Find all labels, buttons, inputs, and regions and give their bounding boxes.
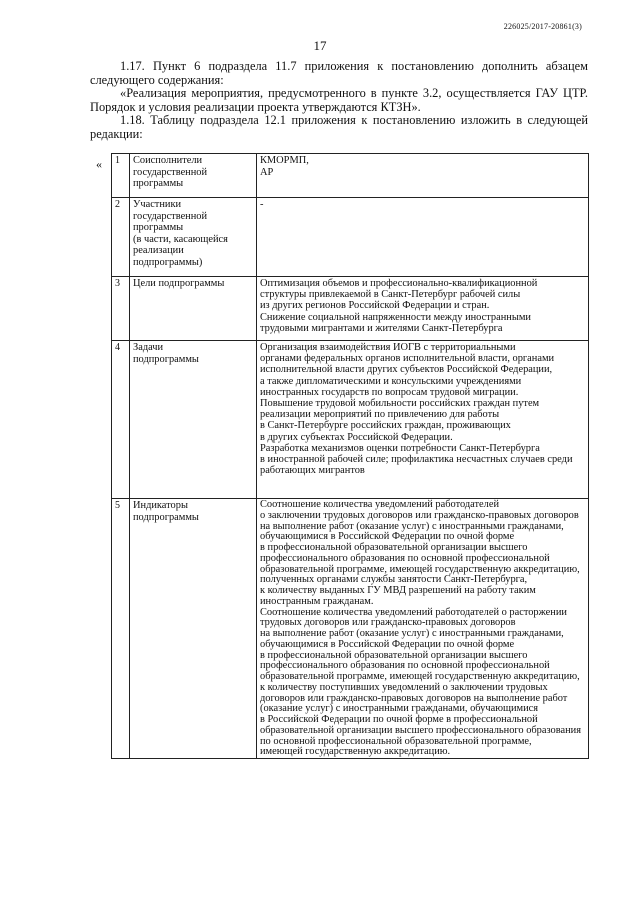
intro-text bbox=[90, 60, 588, 142]
row-number: 2 bbox=[112, 198, 130, 277]
paragraph-quote: «Реализация мероприятия, предусмотренного в пункте 3.2, осуществляется ГАУ ЦТР. Порядок и условия реализации проекта утверждаются КТЗН». bbox=[90, 86, 588, 114]
table-row bbox=[112, 341, 589, 499]
row-value: Организация взаимодействия ИОГВ с территориальными органами федеральных органов исполнительной власти, органами исполнительной власти других субъектов Российской Федерации, а также дипломатическими и консульскими учреждениями иностранных государств по вопросам трудовой миграции. Повышение трудовой мобильности российских граждан путем реализации мероприятий по привлечению для работы в Санкт-Петербурге российских граждан, проживающих в других субъектах Российской Федерации. Разработка механизмов оценки потребности Санкт-Петербурга в иностранной рабочей силе; профилактика несчастных случаев среди работающих мигрантов bbox=[257, 341, 589, 499]
table-row bbox=[112, 499, 589, 759]
row-label: Задачи подпрограммы bbox=[130, 341, 257, 499]
row-number: 5 bbox=[112, 499, 130, 759]
row-value-cell bbox=[257, 499, 589, 759]
row-value: - bbox=[257, 198, 589, 277]
paragraph-1-17: 1.17. Пункт 6 подраздела 11.7 приложения к постановлению дополнить абзацем следующего содержания: bbox=[90, 59, 588, 87]
row-number: 1 bbox=[112, 154, 130, 198]
table-row bbox=[112, 154, 589, 198]
document-registration-code: 226025/2017-20861(3) bbox=[503, 22, 582, 31]
row-value: Соотношение количества уведомлений работодателей о заключении трудовых договоров или гражданско-правовых договоров на выполнение работ (оказание услуг) с иностранными гражданами, обучающимися в Российской Федерации по очной форме в профессиональной образовательной организации высшего профессионального образования по основной профессиональной образовательной программе, имеющей государственную аккредитацию, полученных органами службы занятости Санкт-Петербурга, к количеству выданных ГУ МВД разрешений на работу таким иностранным гражданам. Соотношение количества уведомлений работодателей о расторжении трудовых договоров или гражданско-правовых договоров на выполнение работ (оказание услуг) с иностранными гражданами, обучающимися в Российской Федерации по очной форме в профессиональной образовательной организации высшего профессионального образования по основной профессиональной образовательной программе, имеющей государственную аккредитацию, к количеству поступивших уведомлений о заключении трудовых договоров или гражданско-правовых договоров на выполнение работ (оказание услуг) с иностранными гражданами, обучающимися в Российской Федерации по очной форме в профессиональной образовательной организации высшего профессионального образования по основной профессиональной образовательной программе, имеющей государственную аккредитацию. bbox=[260, 499, 582, 758]
paragraph-1-18: 1.18. Таблицу подраздела 12.1 приложения к постановлению изложить в следующей редакции: bbox=[90, 113, 588, 141]
row-value: КМОРМП, АР bbox=[257, 154, 589, 198]
row-value: Оптимизация объемов и профессионально-квалификационной структуры привлекаемой в Санкт-Петербург рабочей силы из других регионов Российской Федерации и стран. Снижение социальной напряженности между иностранными трудовыми мигрантами и жителями Санкт-Петербурга bbox=[257, 277, 589, 341]
row-number: 4 bbox=[112, 341, 130, 499]
opening-quote-mark: « bbox=[96, 157, 102, 171]
table-row bbox=[112, 277, 589, 341]
row-label: Соисполнители государственной программы bbox=[130, 154, 257, 198]
table-row bbox=[112, 198, 589, 277]
row-number: 3 bbox=[112, 277, 130, 341]
row-label: Цели подпрограммы bbox=[130, 277, 257, 341]
subprogram-passport-table bbox=[111, 153, 589, 759]
page-number: 17 bbox=[313, 38, 327, 53]
row-label: Участники государственной программы (в части, касающейся реализации подпрограммы) bbox=[130, 198, 257, 277]
row-label: Индикаторы подпрограммы bbox=[130, 499, 257, 759]
